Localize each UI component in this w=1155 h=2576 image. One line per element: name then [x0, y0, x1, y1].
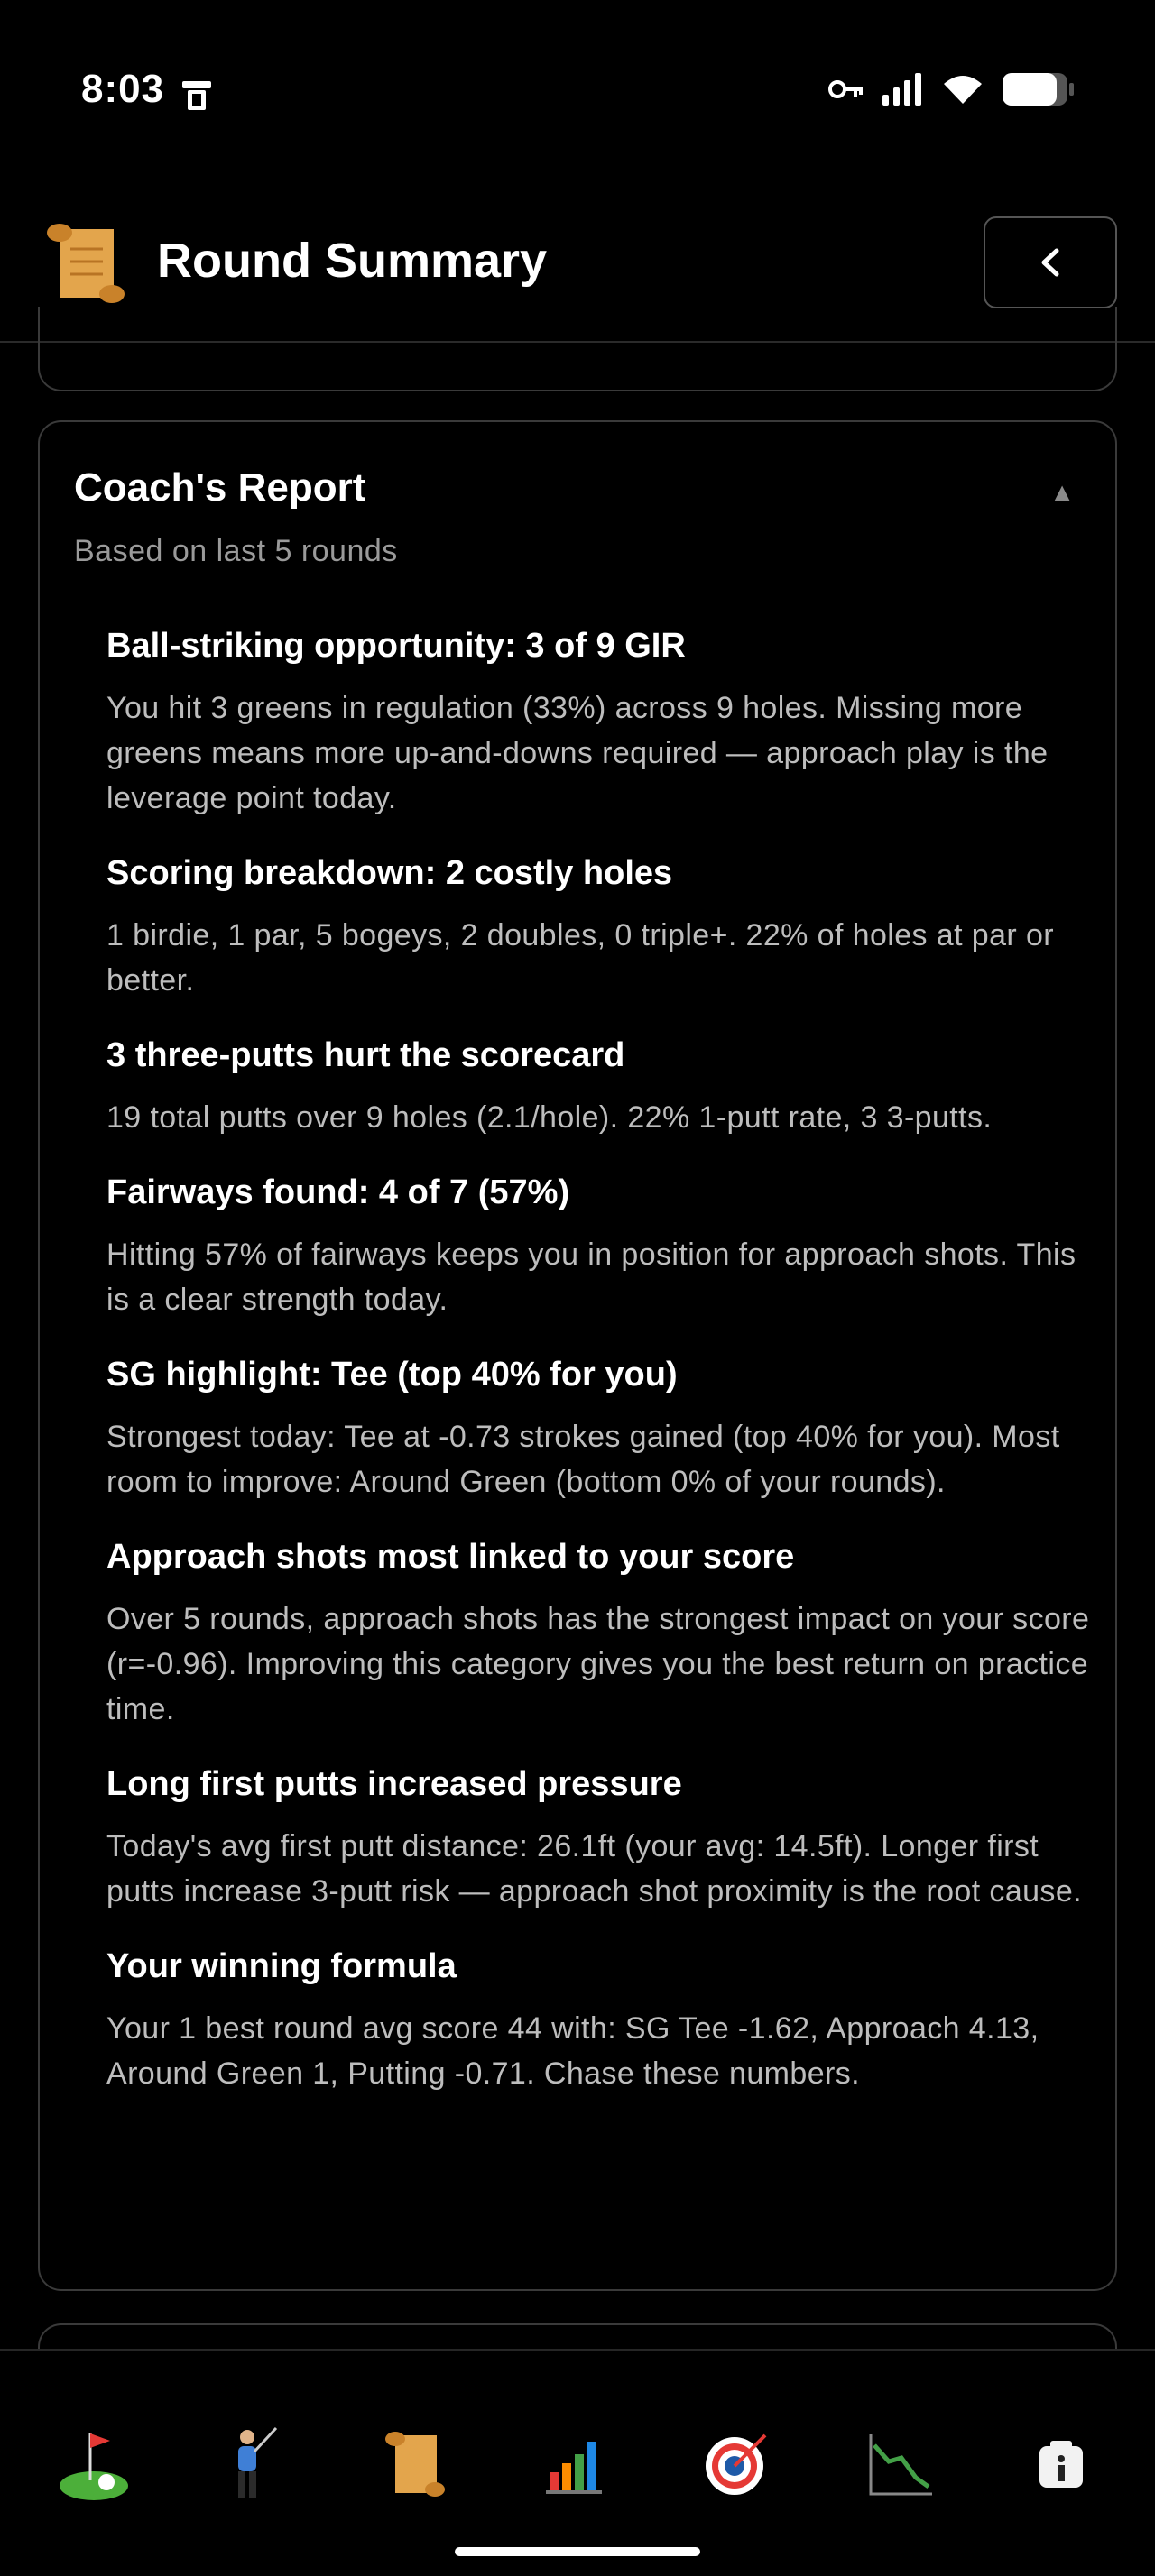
insight-title: Fairways found: 4 of 7 (57%) — [106, 1173, 570, 1211]
insight-body: Strongest today: Tee at -0.73 strokes gained (top 40% for you). Most room to improve: Around Green (bottom 0% of your rounds). — [106, 1420, 1060, 1499]
tab-play[interactable] — [213, 2426, 289, 2502]
status-icons — [828, 72, 1076, 106]
insight-title: Approach shots most linked to your score — [106, 1538, 795, 1576]
bar-chart-icon — [544, 2433, 607, 2496]
insight-body: Your 1 best round avg score 44 with: SG Tee -1.62, Approach 4.13, Around Green 1, Putting -0.71. Chase these numbers. — [106, 2011, 1040, 2091]
insight-item — [106, 624, 1099, 821]
golf-green-icon — [58, 2426, 130, 2502]
tab-goals[interactable] — [698, 2426, 774, 2502]
insight-item — [106, 1034, 1099, 1140]
insight-item — [106, 1353, 1099, 1504]
info-icon — [1034, 2437, 1088, 2491]
tab-summary[interactable] — [377, 2426, 453, 2502]
card-title: Coach's Report — [74, 465, 366, 510]
insight-body: Today's avg first putt distance: 26.1ft (your avg: 14.5ft). Longer first putts increase 3-putt risk — approach shot proximity is the root cause. — [106, 1829, 1082, 1909]
collapse-toggle[interactable]: ▲ — [1049, 478, 1076, 508]
insight-title: 3 three-putts hurt the scorecard — [106, 1036, 625, 1074]
tab-info[interactable] — [1023, 2426, 1099, 2502]
battery-icon — [1002, 72, 1076, 106]
trend-chart-icon — [867, 2431, 934, 2498]
status-time: 8:03 — [81, 67, 165, 111]
key-icon — [828, 76, 864, 103]
coach-report-card — [38, 420, 1117, 2291]
insight-item — [106, 1535, 1099, 1732]
insight-title: SG highlight: Tee (top 40% for you) — [106, 1356, 678, 1394]
insight-list — [106, 624, 1099, 2127]
cast-icon — [179, 76, 215, 114]
previous-card — [38, 307, 1117, 391]
back-button[interactable] — [984, 216, 1117, 308]
insight-body: 19 total putts over 9 holes (2.1/hole). 22% 1-putt rate, 3 3-putts. — [106, 1100, 993, 1135]
card-subtitle: Based on last 5 rounds — [74, 534, 398, 568]
bottom-tab-bar — [0, 2349, 1155, 2576]
insight-title: Your winning formula — [106, 1947, 457, 1985]
chevron-left-icon — [1037, 247, 1064, 278]
scroll-icon — [42, 218, 128, 308]
insight-item — [106, 1945, 1099, 2096]
signal-icon — [882, 73, 924, 106]
tab-stats[interactable] — [538, 2426, 614, 2502]
page-title: Round Summary — [157, 234, 548, 288]
golfer-icon — [224, 2426, 278, 2502]
insight-body: 1 birdie, 1 par, 5 bogeys, 2 doubles, 0 triple+. 22% of holes at par or better. — [106, 918, 1054, 998]
insight-title: Ball-striking opportunity: 3 of 9 GIR — [106, 627, 686, 665]
insight-body: You hit 3 greens in regulation (33%) across 9 holes. Missing more greens means more up-and-downs required — approach play is the leverage point today. — [106, 691, 1049, 815]
insight-body: Over 5 rounds, approach shots has the strongest impact on your score (r=-0.96). Improving this category gives you the best return on practice time. — [106, 1602, 1090, 1726]
insight-body: Hitting 57% of fairways keeps you in position for approach shots. This is a clear strength today. — [106, 1237, 1076, 1317]
insight-title: Scoring breakdown: 2 costly holes — [106, 854, 673, 892]
target-icon — [702, 2430, 771, 2498]
insight-item — [106, 851, 1099, 1003]
tab-trends[interactable] — [863, 2426, 938, 2502]
status-bar — [0, 0, 1155, 180]
scroll-icon — [383, 2426, 448, 2502]
home-indicator[interactable] — [455, 2547, 700, 2556]
insight-title: Long first putts increased pressure — [106, 1765, 682, 1803]
wifi-icon — [942, 73, 984, 106]
insight-item — [106, 1171, 1099, 1322]
insight-item — [106, 1762, 1099, 1914]
tab-course[interactable] — [56, 2426, 132, 2502]
